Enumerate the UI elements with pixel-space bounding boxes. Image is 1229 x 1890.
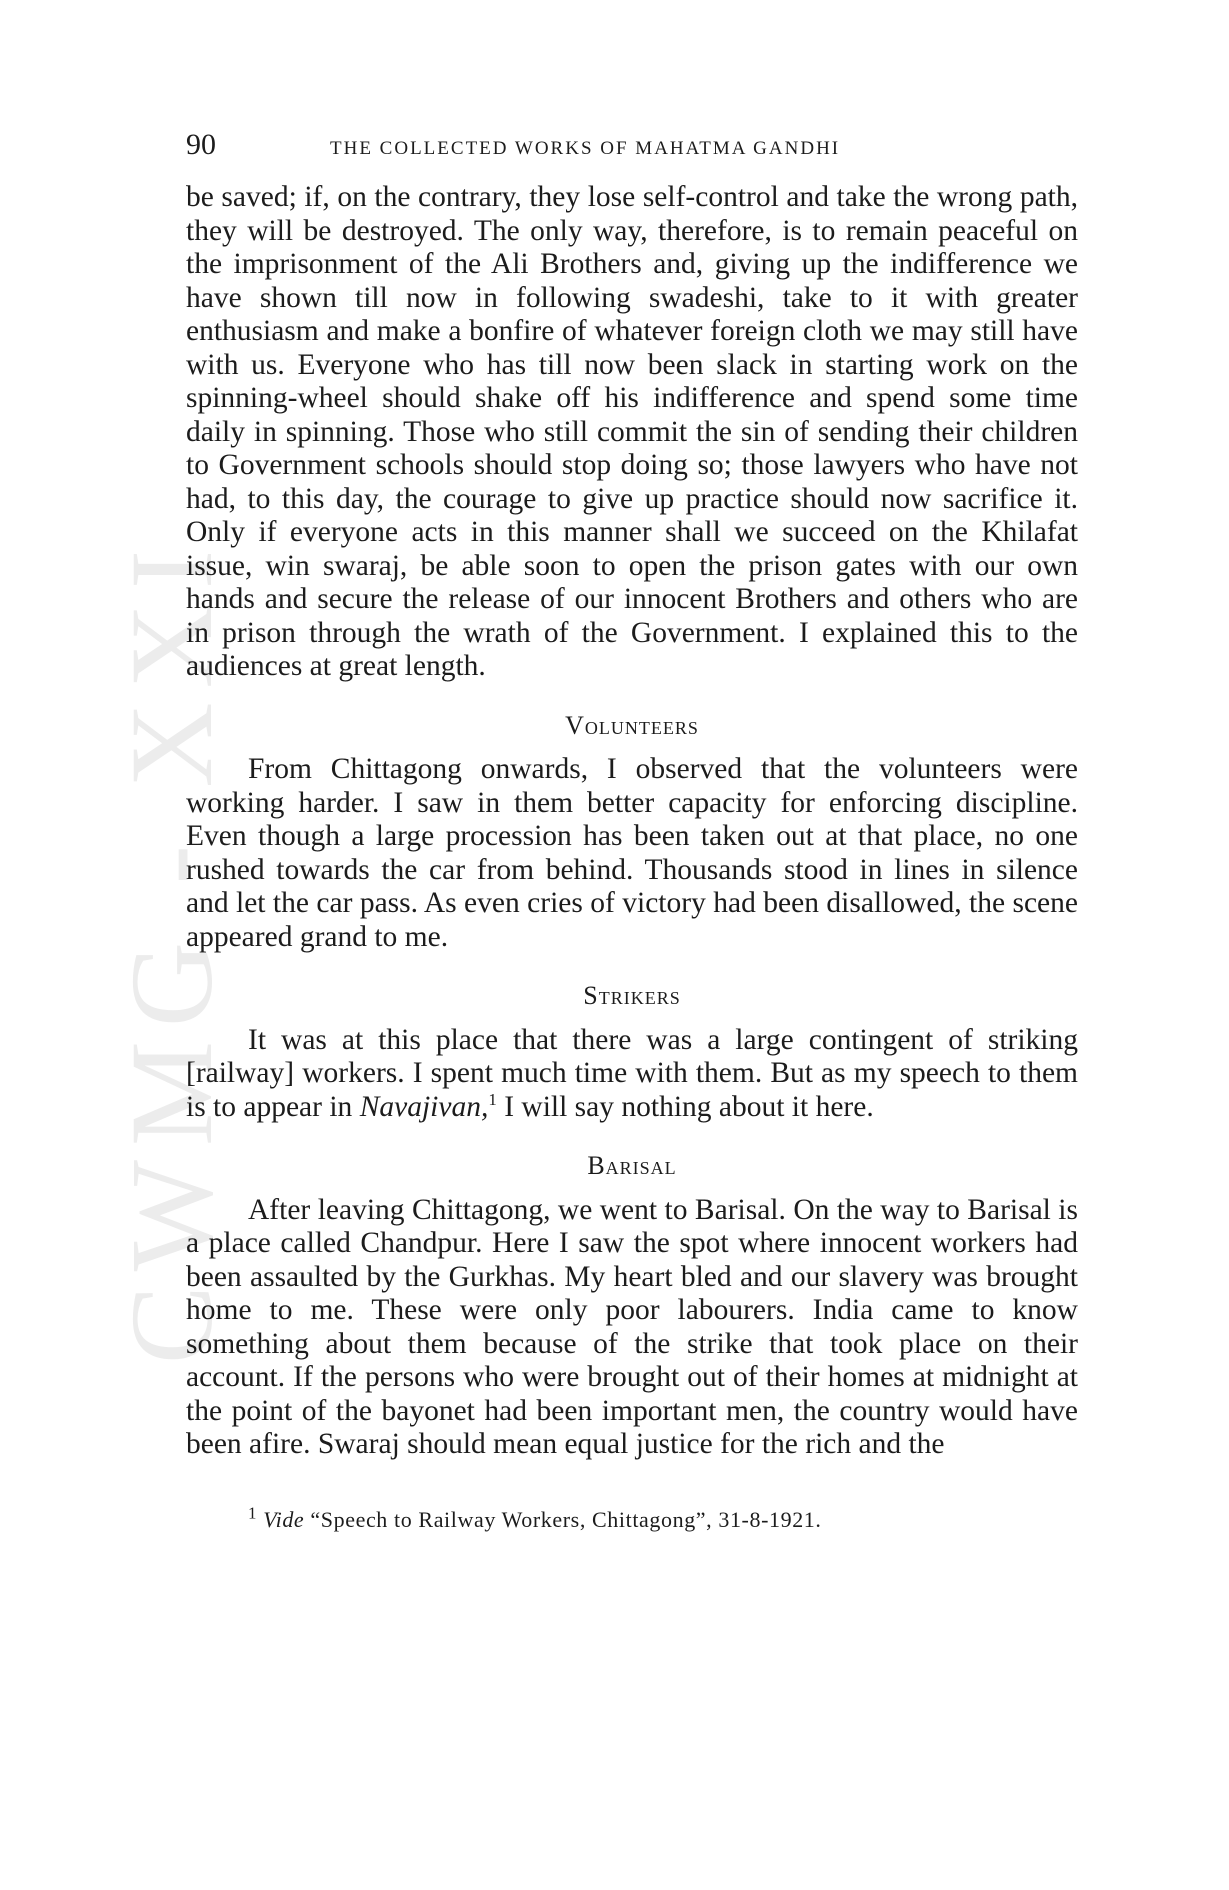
heading-barisal: Barisal [587, 1151, 677, 1180]
footnote [186, 1503, 1078, 1534]
heading-strikers: Strikers [583, 981, 681, 1010]
footnote-text: “Speech to Railway Workers, Chittagong”, 31-8-1921. [304, 1506, 822, 1532]
paragraph-3-text-b: I will say nothing about it here. [496, 1090, 874, 1123]
page-number: 90 [186, 128, 216, 161]
running-head [186, 128, 1078, 168]
footnote-number: 1 [248, 1503, 258, 1523]
paragraph-4: After leaving Chittagong, we went to Barisal. On the way to Barisal is a place called Chandpur. Here I saw the spot where innocent workers had been assaulted by the Gurkhas. My heart bled and our slavery was brought home to me. These were only poor labourers. India came to know something about them because of the strike that took place on their account. If the persons who were brought out of their homes at midnight at the point of the bayonet had been important men, the country would have been afire. Swaraj should mean equal justice for the rich and the [186, 1193, 1078, 1460]
paragraph-3-italic: Navajivan, [359, 1090, 489, 1123]
paragraph-1: be saved; if, on the contrary, they lose self-control and take the wrong path, they will be destroyed. The only way, therefore, is to remain peaceful on the imprisonment of the Ali Brothers and, giving up the indifference we have shown till now in following swadeshi, take to it with greater enthusiasm and make a bonfire of whatever foreign cloth we may still have with us. Everyone who has till now been slack in starting work on the spinning-wheel should shake off his indifference and spend some time daily in spinning. Those who still commit the sin of sending their children to Government schools should stop doing so; those lawyers who have not had, to this day, the courage to give up practice should now sacrifice it. Only if everyone acts in this manner shall we succeed on the Khilafat issue, win swaraj, be able soon to open the prison gates with our own hands and secure the release of our innocent Brothers and others who are in prison through the wrath of the Government. I explained this to the audiences at great length. [186, 181, 1078, 682]
page-body [186, 181, 1078, 1534]
paragraph-3 [186, 1024, 1078, 1125]
heading-volunteers: Volunteers [565, 710, 699, 740]
footnote-mark: 1 [488, 1089, 497, 1109]
watermark-text: CWMG - XXI [106, 535, 237, 1365]
paragraph-2: From Chittagong onwards, I observed that the volunteers were working harder. I saw in them better capacity for enforcing discipline. Even though a large procession has been taken out at that place, no one rushed towards the car from behind. Thousands stood in lines in silence and let the car pass. As even cries of victory had been disallowed, the scene appeared grand to me. [186, 753, 1078, 953]
running-title: THE COLLECTED WORKS OF MAHATMA GANDHI [330, 138, 841, 159]
footnote-italic: Vide [263, 1506, 305, 1532]
paragraph-3-text-a: It was at this place that there was a large contingent of striking [railway] workers. I spent much time with them. But as my speech to them is to appear in [186, 1023, 1078, 1123]
